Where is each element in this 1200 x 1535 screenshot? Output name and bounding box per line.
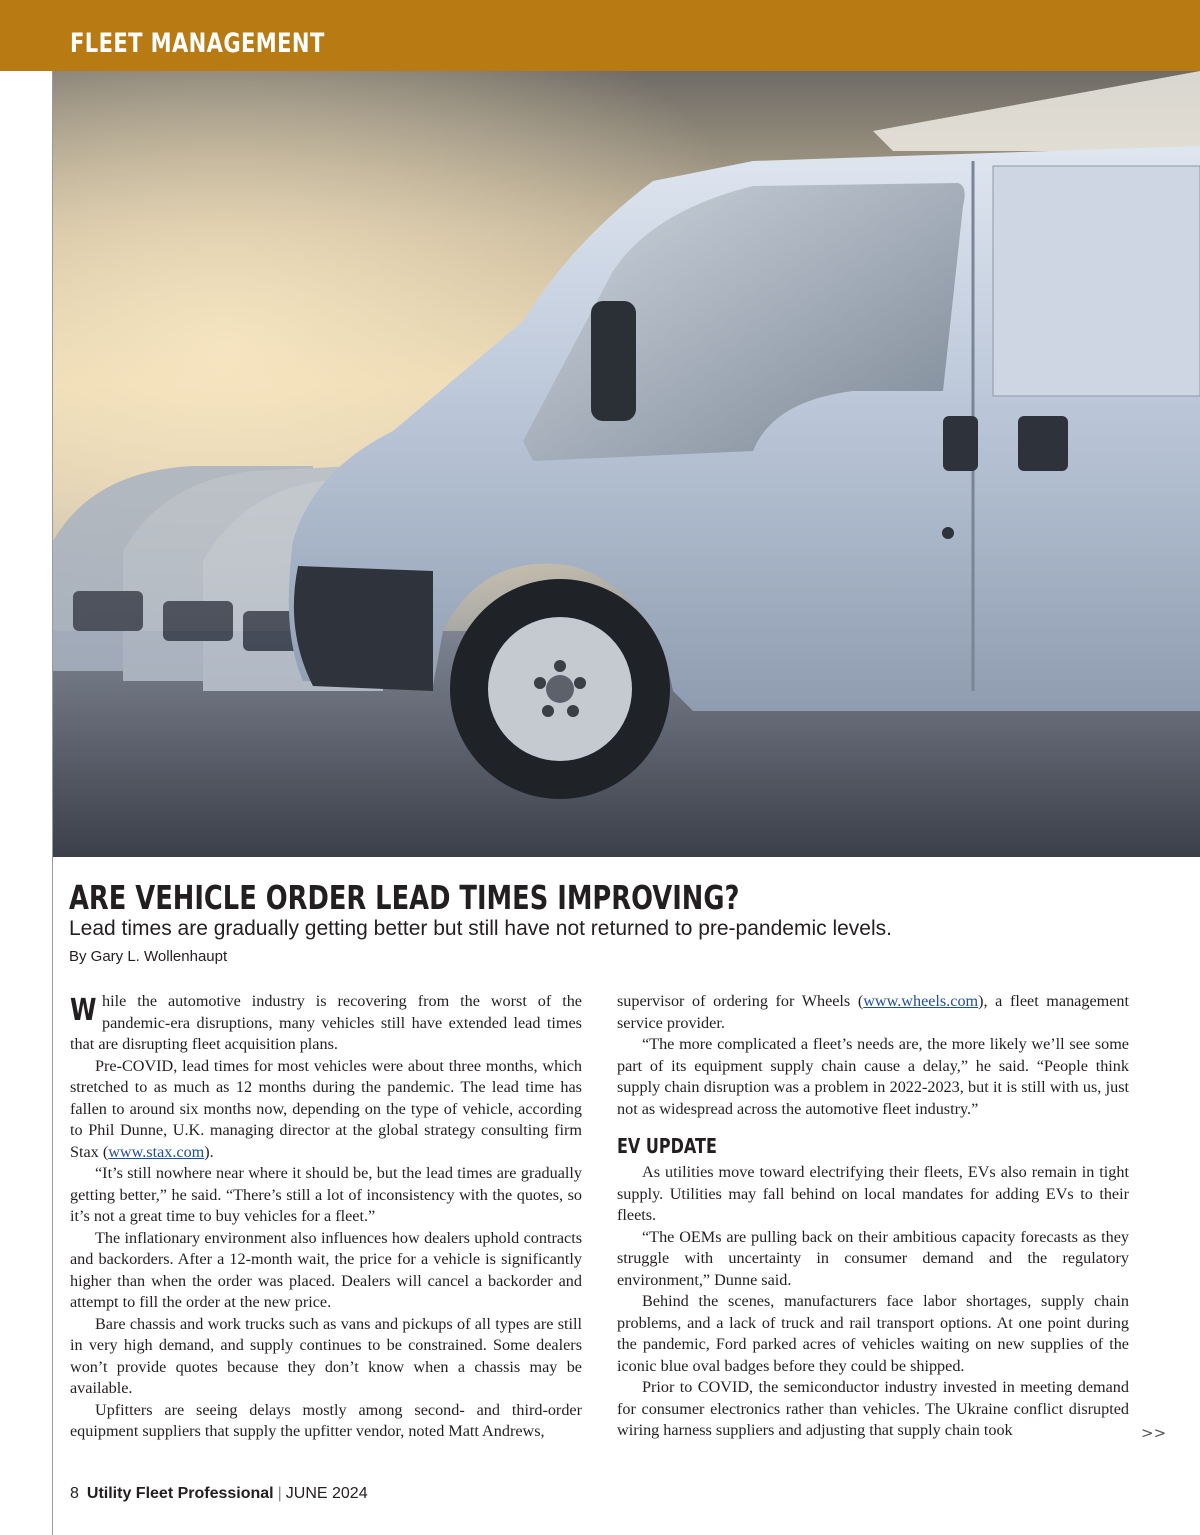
continue-arrow-icon: >> [1141, 1424, 1167, 1442]
page-number: 8 [70, 1485, 79, 1502]
section-header-bar [0, 0, 1200, 71]
issue-date: JUNE 2024 [285, 1485, 368, 1502]
paragraph: As utilities move toward electrifying their fleets, EVs also remain in tight supply. Utilities may fall behind on local mandates for adding EVs to their fleets. [617, 1163, 1129, 1224]
van-photo-icon [53, 71, 1200, 857]
paragraph: Pre-COVID, lead times for most vehicles were about three months, which stretched to as much as 12 months during the pandemic. The lead time has fallen to around six months now, depending on the type of vehicle, according to Phil Dunne, U.K. managing director at the global strategy consulting firm Stax (www.stax.com). [70, 1056, 582, 1161]
article-headline: ARE VEHICLE ORDER LEAD TIMES IMPROVING? [69, 878, 740, 917]
paragraph: “It’s still nowhere near where it should be, but the lead times are gradually getting better,” he said. “There’s still a lot of inconsistency with the quotes, so it’s not a great time to buy vehicles for a fleet.” [70, 1164, 582, 1225]
page-footer [70, 1485, 368, 1503]
publication-name: Utility Fleet Professional [86, 1485, 274, 1502]
paragraph: Prior to COVID, the semiconductor industry invested in meeting demand for consumer electronics rather than vehicles. The Ukraine conflict disrupted wiring harness suppliers and adjusting that supply chain took [617, 1378, 1129, 1439]
wheels-link[interactable]: www.wheels.com [863, 992, 979, 1010]
paragraph: Bare chassis and work trucks such as vans and pickups of all types are still in very high demand, and supply continues to be constrained. Some dealers won’t provide quotes because they don’t know when a chassis may be available. [70, 1314, 582, 1397]
article-deck: Lead times are gradually getting better but still have not returned to pre-pandemic levels. [69, 917, 892, 940]
section-label: FLEET MANAGEMENT [70, 28, 325, 59]
paragraph: While the automotive industry is recovering from the worst of the pandemic-era disruptions, many vehicles still have extended lead times that are disrupting fleet acquisition plans. [70, 992, 582, 1053]
stax-link[interactable]: www.stax.com [108, 1142, 205, 1161]
footer-separator: | [277, 1485, 282, 1502]
article-byline: By Gary L. Wollenhaupt [69, 948, 228, 965]
ev-update-subhead: EV UPDATE [617, 1134, 717, 1158]
paragraph: Behind the scenes, manufacturers face labor shortages, supply chain problems, and a lack of truck and rail transport options. At one point during the pandemic, Ford parked acres of vehicles waiting on new supplies of the iconic blue oval badges before they could be shipped. [617, 1292, 1129, 1375]
hero-image [53, 71, 1200, 857]
dropcap: W [70, 993, 97, 1028]
paragraph: Upfitters are seeing delays mostly among second- and third-order equipment suppliers that supply the upfitter vendor, noted Matt Andrews, [70, 1400, 582, 1440]
paragraph: “The OEMs are pulling back on their ambitious capacity forecasts as they struggle with uncertainty in consumer demand and the regulatory environment,” Dunne said. [617, 1227, 1129, 1289]
article-column-right [617, 991, 1129, 1442]
article-column-left [70, 991, 582, 1443]
paragraph: The inflationary environment also influences how dealers uphold contracts and backorders. After a 12-month wait, the price for a vehicle is significantly higher than when the order was placed. Dealers will cancel a backorder and attempt to fill the order at the new price. [70, 1228, 582, 1311]
paragraph: supervisor of ordering for Wheels (www.wheels.com), a fleet management service provider. [617, 992, 1129, 1032]
paragraph: “The more complicated a fleet’s needs are, the more likely we’ll see some part of its equipment supply chain cause a delay,” he said. “People think supply chain disruption was a problem in 2022-2023, but it is still with us, just not as widespread across the automotive fleet industry.” [617, 1035, 1129, 1118]
